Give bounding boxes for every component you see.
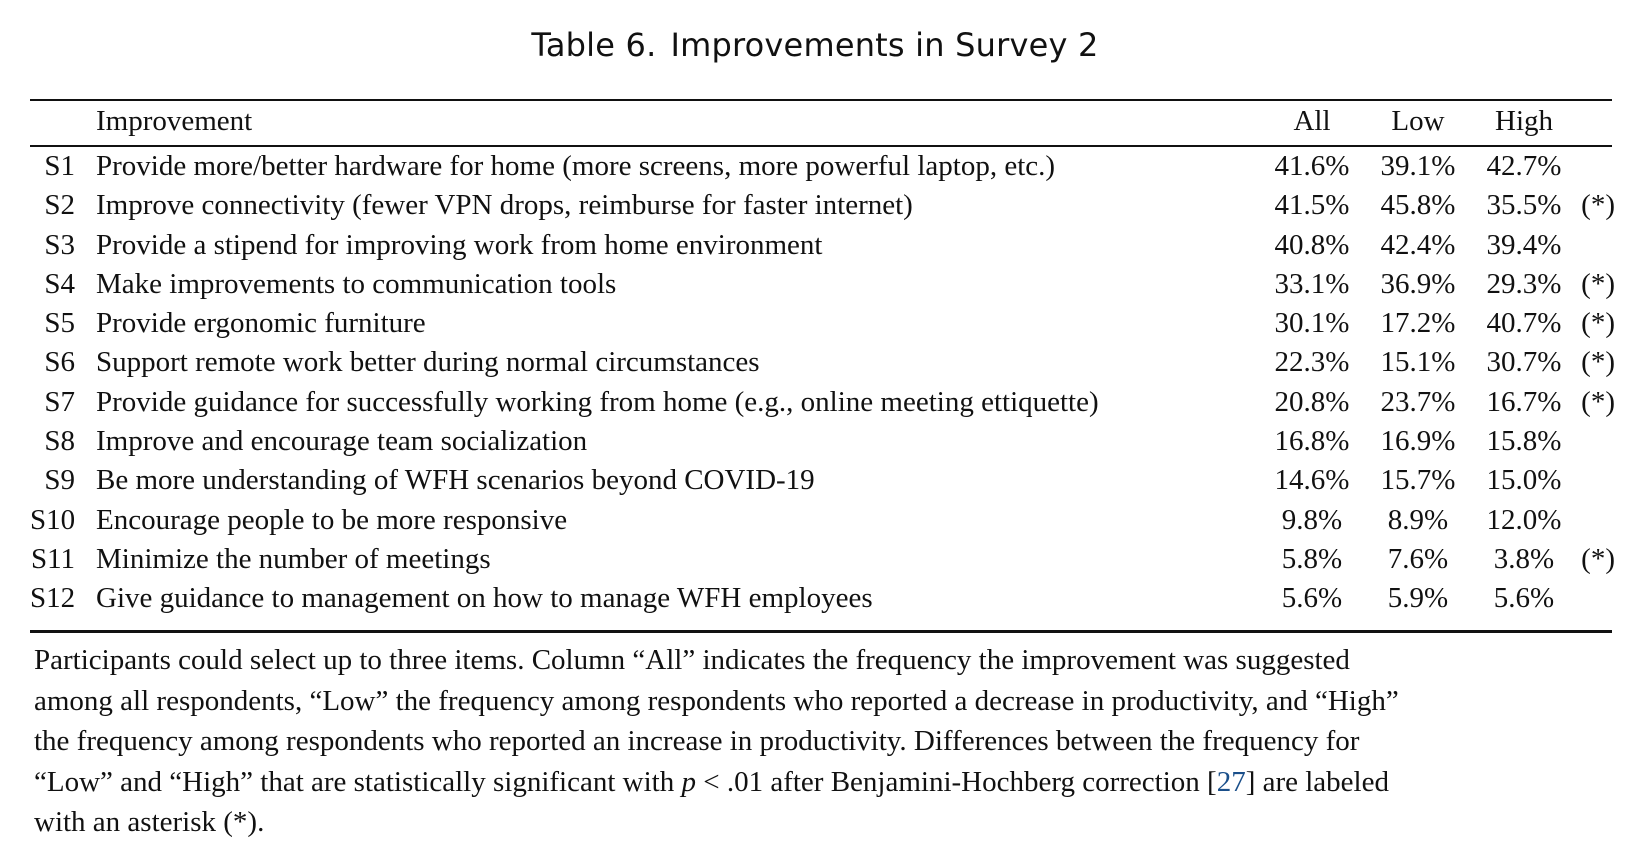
header-improvement: Improvement: [96, 105, 253, 137]
row-all: 14.6%: [1274, 464, 1350, 497]
row-improvement: Support remote work better during normal circumstances: [96, 346, 760, 379]
row-all: 41.6%: [1274, 150, 1350, 182]
header-high: High: [1495, 105, 1553, 137]
row-low: 16.9%: [1380, 425, 1456, 458]
row-improvement: Provide guidance for successfully working from home (e.g., online meeting ettiquette): [96, 385, 1099, 418]
row-improvement: Provide a stipend for improving work from home environment: [96, 228, 823, 261]
table-row: [30, 265, 1615, 304]
row-all: 22.3%: [1274, 346, 1350, 379]
row-low: 7.6%: [1387, 542, 1449, 575]
row-high: 39.4%: [1486, 228, 1562, 261]
row-all: 5.8%: [1281, 542, 1343, 575]
table-body: [30, 147, 1615, 619]
row-all: 5.6%: [1281, 582, 1343, 615]
row-improvement: Provide ergonomic furniture: [96, 307, 426, 340]
table-note: [34, 640, 1604, 843]
improvements-table: [30, 101, 1615, 615]
row-all: 20.8%: [1274, 385, 1350, 418]
row-id: S3: [44, 228, 75, 261]
table-row: [30, 147, 1612, 186]
row-high: 15.8%: [1486, 425, 1562, 458]
row-improvement: Give guidance to management on how to manage WFH employees: [96, 582, 873, 615]
row-low: 15.7%: [1380, 464, 1456, 497]
row-significance: (*): [1581, 346, 1615, 379]
note-line-4-a: “Low” and “High” that are statistically significant with: [34, 765, 682, 798]
row-id: S6: [44, 346, 75, 379]
row-high: 16.7%: [1486, 385, 1562, 418]
header-all: All: [1293, 105, 1331, 137]
note-line-3: the frequency among respondents who reported an increase in productivity. Differences between the frequency for: [34, 725, 1360, 757]
row-low: 45.8%: [1380, 189, 1456, 222]
row-low: 5.9%: [1387, 582, 1449, 615]
row-id: S4: [44, 267, 75, 300]
row-id: S11: [30, 542, 75, 575]
row-low: 17.2%: [1380, 307, 1456, 340]
table-row: [30, 383, 1615, 422]
header-low: Low: [1391, 105, 1445, 137]
row-high: 29.3%: [1486, 267, 1562, 300]
row-all: 33.1%: [1274, 267, 1350, 300]
row-low: 23.7%: [1380, 385, 1456, 418]
note-line-4-c: ] are labeled: [1245, 765, 1389, 798]
row-low: 8.9%: [1387, 503, 1449, 536]
note-line-4: [34, 762, 1604, 803]
row-low: 15.1%: [1380, 346, 1456, 379]
row-significance: (*): [1581, 189, 1615, 222]
row-high: 40.7%: [1486, 307, 1562, 340]
p-value-symbol: p: [681, 765, 696, 798]
table-row: [30, 461, 1612, 500]
row-improvement: Make improvements to communication tools: [96, 267, 617, 300]
row-all: 30.1%: [1274, 307, 1350, 340]
row-significance: (*): [1581, 267, 1615, 300]
table-row: [30, 422, 1612, 461]
note-line-1: Participants could select up to three items. Column “All” indicates the frequency the improvement was suggested: [34, 644, 1350, 676]
row-all: 40.8%: [1274, 228, 1350, 261]
bottom-rule: [30, 630, 1612, 633]
row-low: 42.4%: [1380, 228, 1456, 261]
row-improvement: Minimize the number of meetings: [96, 542, 491, 575]
table-title: Improvements in Survey 2: [670, 26, 1099, 64]
row-high: 12.0%: [1486, 503, 1562, 536]
row-all: 9.8%: [1281, 503, 1343, 536]
row-improvement: Provide more/better hardware for home (more screens, more powerful laptop, etc.): [96, 150, 1056, 182]
row-high: 3.8%: [1493, 542, 1555, 575]
row-low: 39.1%: [1380, 150, 1456, 182]
table-header-row: [30, 101, 1612, 145]
row-high: 42.7%: [1486, 150, 1562, 182]
row-high: 15.0%: [1486, 464, 1562, 497]
row-improvement: Be more understanding of WFH scenarios beyond COVID-19: [96, 464, 815, 497]
table-row: [30, 186, 1615, 225]
table-row: [30, 579, 1612, 618]
row-high: 35.5%: [1486, 189, 1562, 222]
row-high: 30.7%: [1486, 346, 1562, 379]
table-row: [30, 343, 1615, 382]
table-row: [30, 501, 1612, 540]
row-low: 36.9%: [1380, 267, 1456, 300]
table-caption: [0, 26, 1630, 64]
table-row: [30, 226, 1612, 265]
row-improvement: Encourage people to be more responsive: [96, 503, 568, 536]
note-line-5: with an asterisk (*).: [34, 806, 265, 838]
note-line-4-b: < .01 after Benjamini-Hochberg correction [: [695, 765, 1217, 798]
citation-link[interactable]: 27: [1216, 765, 1246, 798]
row-high: 5.6%: [1493, 582, 1555, 615]
row-all: 16.8%: [1274, 425, 1350, 458]
note-line-2: among all respondents, “Low” the frequency among respondents who reported a decrease in productivity, and “High”: [34, 684, 1399, 717]
row-significance: (*): [1581, 542, 1615, 575]
row-significance: (*): [1581, 385, 1615, 418]
row-id: S5: [44, 307, 75, 340]
row-id: S1: [44, 150, 75, 182]
row-all: 41.5%: [1274, 189, 1350, 222]
table-row: [30, 304, 1615, 343]
row-id: S7: [44, 385, 75, 418]
table-label: Table 6.: [531, 26, 657, 64]
row-id: S9: [44, 464, 75, 497]
row-id: S2: [44, 189, 75, 222]
row-id: S10: [30, 503, 76, 536]
row-id: S12: [30, 582, 76, 615]
row-id: S8: [44, 425, 75, 458]
row-improvement: Improve connectivity (fewer VPN drops, reimburse for faster internet): [96, 189, 913, 222]
row-significance: (*): [1581, 307, 1615, 340]
row-improvement: Improve and encourage team socialization: [96, 425, 588, 458]
table-row: [30, 540, 1615, 579]
